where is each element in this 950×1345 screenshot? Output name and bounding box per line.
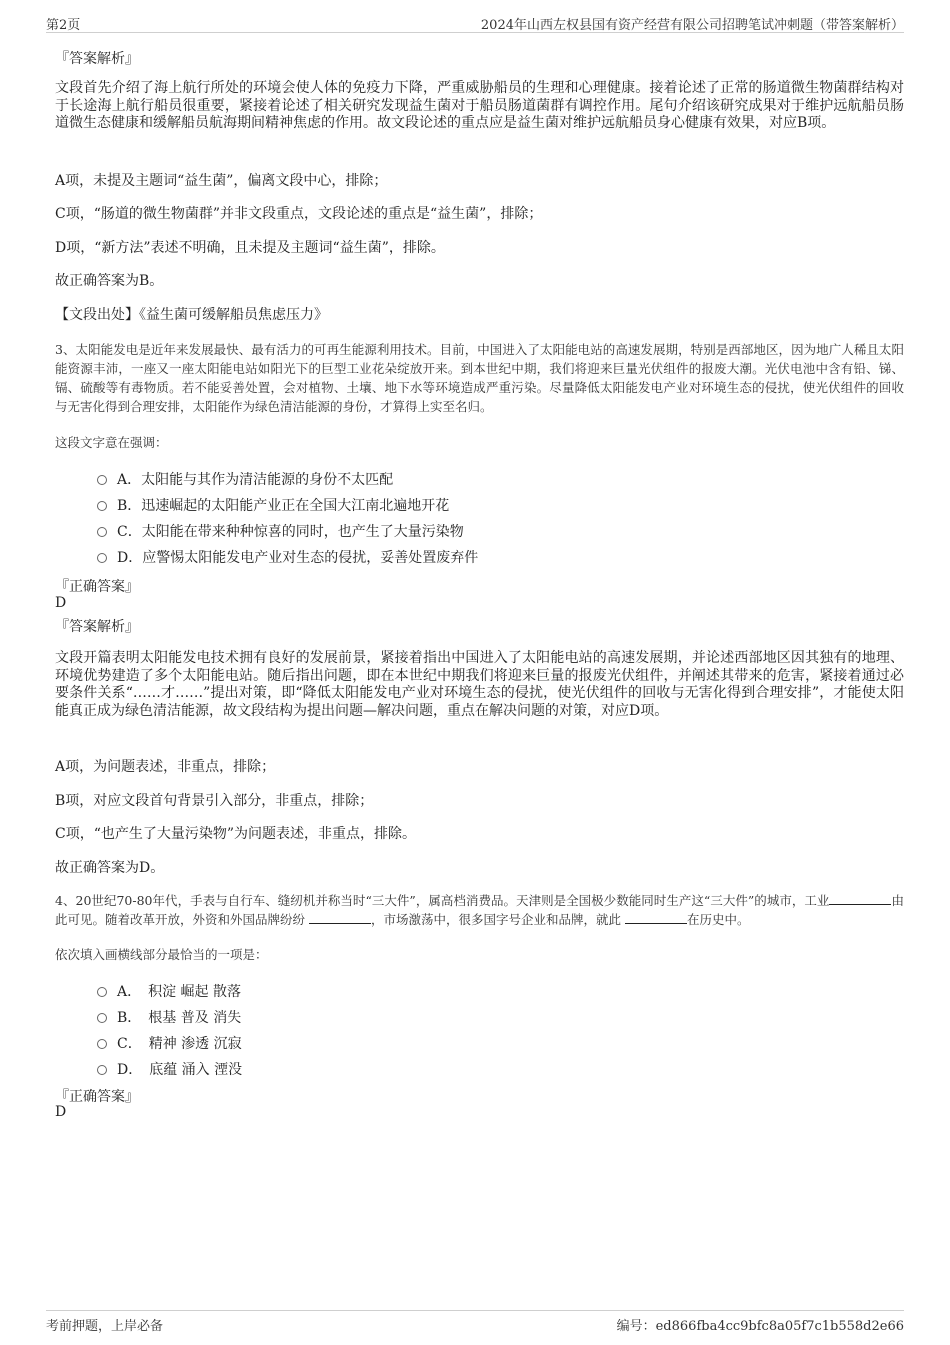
q4-option-c[interactable]: [97, 1033, 242, 1053]
radio-icon[interactable]: [97, 501, 107, 511]
q4-blank-1: [829, 892, 891, 905]
radio-icon[interactable]: [97, 527, 107, 537]
q4-option-a[interactable]: [97, 981, 241, 1001]
q3-answer-label: 『正确答案』: [55, 579, 139, 595]
q3-answer: D: [55, 595, 67, 611]
q3-option-d[interactable]: [97, 547, 478, 567]
radio-icon[interactable]: [97, 1013, 107, 1023]
q4-option-d-label: D． 底蕴 涌入 湮没: [117, 1062, 243, 1078]
q4-answer: D: [55, 1104, 67, 1120]
q3-option-b-label: B．迅速崛起的太阳能产业正在全国大江南北遍地开花: [117, 498, 450, 514]
page-number: 第2页: [46, 18, 81, 33]
q4-option-b[interactable]: [97, 1007, 241, 1027]
q4-blank-2: [309, 911, 371, 924]
q2-option-a-note: A项，未提及主题词“益生菌”，偏离文段中心，排除；: [55, 173, 388, 189]
q2-analysis-label: 『答案解析』: [55, 51, 139, 67]
document-code: 编号：ed866fba4cc9bfc8a05f7c1b558d2e66: [616, 1319, 904, 1334]
radio-icon[interactable]: [97, 1039, 107, 1049]
q4-option-b-label: B． 根基 普及 消失: [117, 1010, 242, 1026]
q3-option-c-note: C项，“也产生了大量污染物”为问题表述，非重点，排除。: [55, 826, 417, 842]
q3-option-c[interactable]: [97, 521, 464, 541]
q3-option-c-label: C．太阳能在带来种种惊喜的同时，也产生了大量污染物: [117, 524, 464, 540]
footer-slogan: 考前押题，上岸必备: [46, 1319, 164, 1334]
page-header: [46, 12, 904, 33]
q3-analysis-label: 『答案解析』: [55, 619, 139, 635]
q2-conclusion: 故正确答案为B。: [55, 273, 164, 289]
q4-stem: [55, 891, 904, 929]
radio-icon[interactable]: [97, 1065, 107, 1075]
q4-answer-label: 『正确答案』: [55, 1089, 139, 1105]
q3-conclusion: 故正确答案为D。: [55, 860, 165, 876]
q4-option-d[interactable]: [97, 1059, 242, 1079]
q4-stem-part-3: ，市场激荡中，很多国字号企业和品牌，就此: [371, 912, 622, 927]
q3-option-b-note: B项，对应文段首句背景引入部分，非重点，排除；: [55, 793, 374, 809]
q4-option-c-label: C． 精神 渗透 沉寂: [117, 1036, 242, 1052]
q3-option-d-label: D．应警惕太阳能发电产业对生态的侵扰，妥善处置废弃件: [117, 550, 479, 566]
q2-option-d-note: D项，“新方法”表述不明确，且未提及主题词“益生菌”，排除。: [55, 240, 445, 256]
radio-icon[interactable]: [97, 987, 107, 997]
q3-stem: 3、太阳能发电是近年来发展最快、最有活力的可再生能源利用技术。目前，中国进入了太阳能电站的高速发展期，特别是西部地区，因为地广人稀且太阳能资源丰沛，一座又一座太阳能电站如阳光下的巨型工业花朵绽放开来。到本世纪中期，我们将迎来巨量光伏组件的报废大潮。光伏电池中含有铅、锑、镉、硫酸等有毒物质。若不能妥善处置，会对植物、土壤、地下水等环境造成严重污染。尽量降低太阳能发电产业对环境生态的侵扰，使光伏组件的回收与无害化得到合理安排，太阳能作为绿色清洁能源的身份，才算得上实至名归。: [55, 342, 904, 414]
q4-stem-part-2: 由此可见。随着改革开放，外资和外国品牌纷纷: [55, 893, 904, 927]
document-title: 2024年山西左权县国有资产经营有限公司招聘笔试冲刺题（带答案解析）: [480, 18, 904, 33]
radio-icon[interactable]: [97, 475, 107, 485]
q4-stem-part-1: 4、20世纪70-80年代，手表与自行车、缝纫机并称当时“三大件”，属高档消费品。天津则是全国极少数能同时生产这“三大件”的城市，工业: [55, 893, 830, 908]
q3-option-a-note: A项，为问题表述，非重点，排除；: [55, 759, 276, 775]
q3-analysis-text: 文段开篇表明太阳能发电技术拥有良好的发展前景，紧接着指出中国进入了太阳能电站的高速发展期，并论述西部地区因其独有的地理、环境优势建造了多个太阳能电站。随后指出问题，即在本世纪中期我们将迎来巨量的报废光伏组件，并阐述其带来的危害，紧接着通过必要条件关系“……才……”提出对策，即“降低太阳能发电产业对环境生态的侵扰，使光伏组件的回收与无害化得到合理安排”，才能使太阳能真正成为绿色清洁能源，故文段结构为提出问题—解决问题，重点在解决问题的对策，对应D项。: [55, 650, 904, 719]
page-footer: [46, 1310, 904, 1333]
q4-option-a-label: A． 积淀 崛起 散落: [117, 984, 242, 1000]
radio-icon[interactable]: [97, 553, 107, 563]
q2-source: 【文段出处】《益生菌可缓解船员焦虑压力》: [55, 307, 328, 323]
q2-analysis-text: 文段首先介绍了海上航行所处的环境会使人体的免疫力下降，严重威胁船员的生理和心理健康。接着论述了正常的肠道微生物菌群结构对于长途海上航行船员很重要，紧接着论述了相关研究发现益生菌对于船员肠道菌群有调控作用。尾句介绍该研究成果对于维护远航船员肠道微生态健康和缓解船员航海期间精神焦虑的作用。故文段论述的重点应是益生菌对维护远航船员身心健康有效果，对应B项。: [55, 80, 904, 131]
q3-option-a[interactable]: [97, 469, 393, 489]
q4-stem-part-4: 在历史中。: [687, 912, 750, 927]
q4-prompt: 依次填入画横线部分最恰当的一项是：: [55, 947, 268, 962]
q2-option-c-note: C项，“肠道的微生物菌群”并非文段重点，文段论述的重点是“益生菌”，排除；: [55, 206, 543, 222]
q3-prompt: 这段文字意在强调：: [55, 435, 168, 450]
q3-option-a-label: A．太阳能与其作为清洁能源的身份不太匹配: [117, 472, 394, 488]
q3-option-b[interactable]: [97, 495, 449, 515]
q4-blank-3: [625, 911, 687, 924]
